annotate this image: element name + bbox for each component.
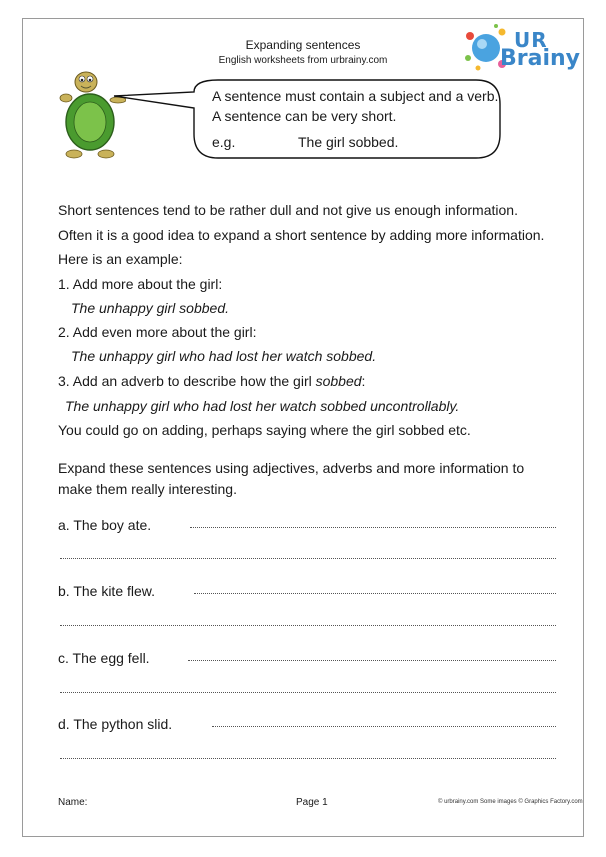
step-2: 2. Add even more about the girl: xyxy=(58,324,257,340)
example-1: The unhappy girl sobbed. xyxy=(71,300,229,316)
logo-ur-text: UR xyxy=(514,28,548,52)
worksheet-title: Expanding sentences xyxy=(245,38,361,52)
task-c-answer-line-2[interactable] xyxy=(60,692,556,693)
worksheet-subtitle: English worksheets from urbrainy.com xyxy=(218,55,388,66)
instruction-line-2: make them really interesting. xyxy=(58,481,237,497)
task-b-answer-line-2[interactable] xyxy=(60,625,556,626)
step-1: 1. Add more about the girl: xyxy=(58,276,223,292)
example-2: The unhappy girl who had lost her watch sobbed. xyxy=(71,348,377,364)
urbrainy-logo xyxy=(462,22,581,78)
footer-copyright: © urbrainy.com Some images © Graphics Factory.com xyxy=(438,799,583,805)
intro-line-1: Short sentences tend to be rather dull and not give us enough information. xyxy=(58,202,518,218)
logo-brainy-text: Brainy xyxy=(500,46,581,71)
intro-line-2: Often it is a good idea to expand a short sentence by adding more information. xyxy=(58,227,545,243)
task-a-answer-line-2[interactable] xyxy=(60,558,556,559)
bubble-eg-sentence: The girl sobbed. xyxy=(298,134,399,150)
task-a-answer-line[interactable] xyxy=(190,527,556,528)
task-d-answer-line[interactable] xyxy=(212,726,556,727)
task-d-label: d. The python slid. xyxy=(58,716,173,732)
closing-line: You could go on adding, perhaps saying where the girl sobbed etc. xyxy=(58,422,471,438)
step-3 xyxy=(58,373,365,389)
bubble-rule-text: A sentence must contain a subject and a verb. A sentence can be very short. xyxy=(212,88,499,124)
step-3-emphasis: sobbed xyxy=(315,373,362,389)
task-d-answer-line-2[interactable] xyxy=(60,758,556,759)
task-c-answer-line[interactable] xyxy=(188,660,556,661)
step-3-text: 3. Add an adverb to describe how the girl xyxy=(58,373,316,389)
bubble-eg-label: e.g. xyxy=(212,134,236,150)
task-c-label: c. The egg fell. xyxy=(58,650,150,666)
task-b-label: b. The kite flew. xyxy=(58,583,156,599)
footer-name-label: Name: xyxy=(58,797,88,808)
footer-page-number: Page 1 xyxy=(296,797,328,808)
intro-line-3: Here is an example: xyxy=(58,251,183,267)
turtle-icon xyxy=(56,64,126,164)
example-3: The unhappy girl who had lost her watch sobbed uncontrollably. xyxy=(65,398,460,414)
task-b-answer-line[interactable] xyxy=(194,593,556,594)
instruction-line-1: Expand these sentences using adjectives, adverbs and more information to xyxy=(58,460,525,476)
task-a-label: a. The boy ate. xyxy=(58,517,152,533)
step-3-colon: : xyxy=(361,373,366,389)
